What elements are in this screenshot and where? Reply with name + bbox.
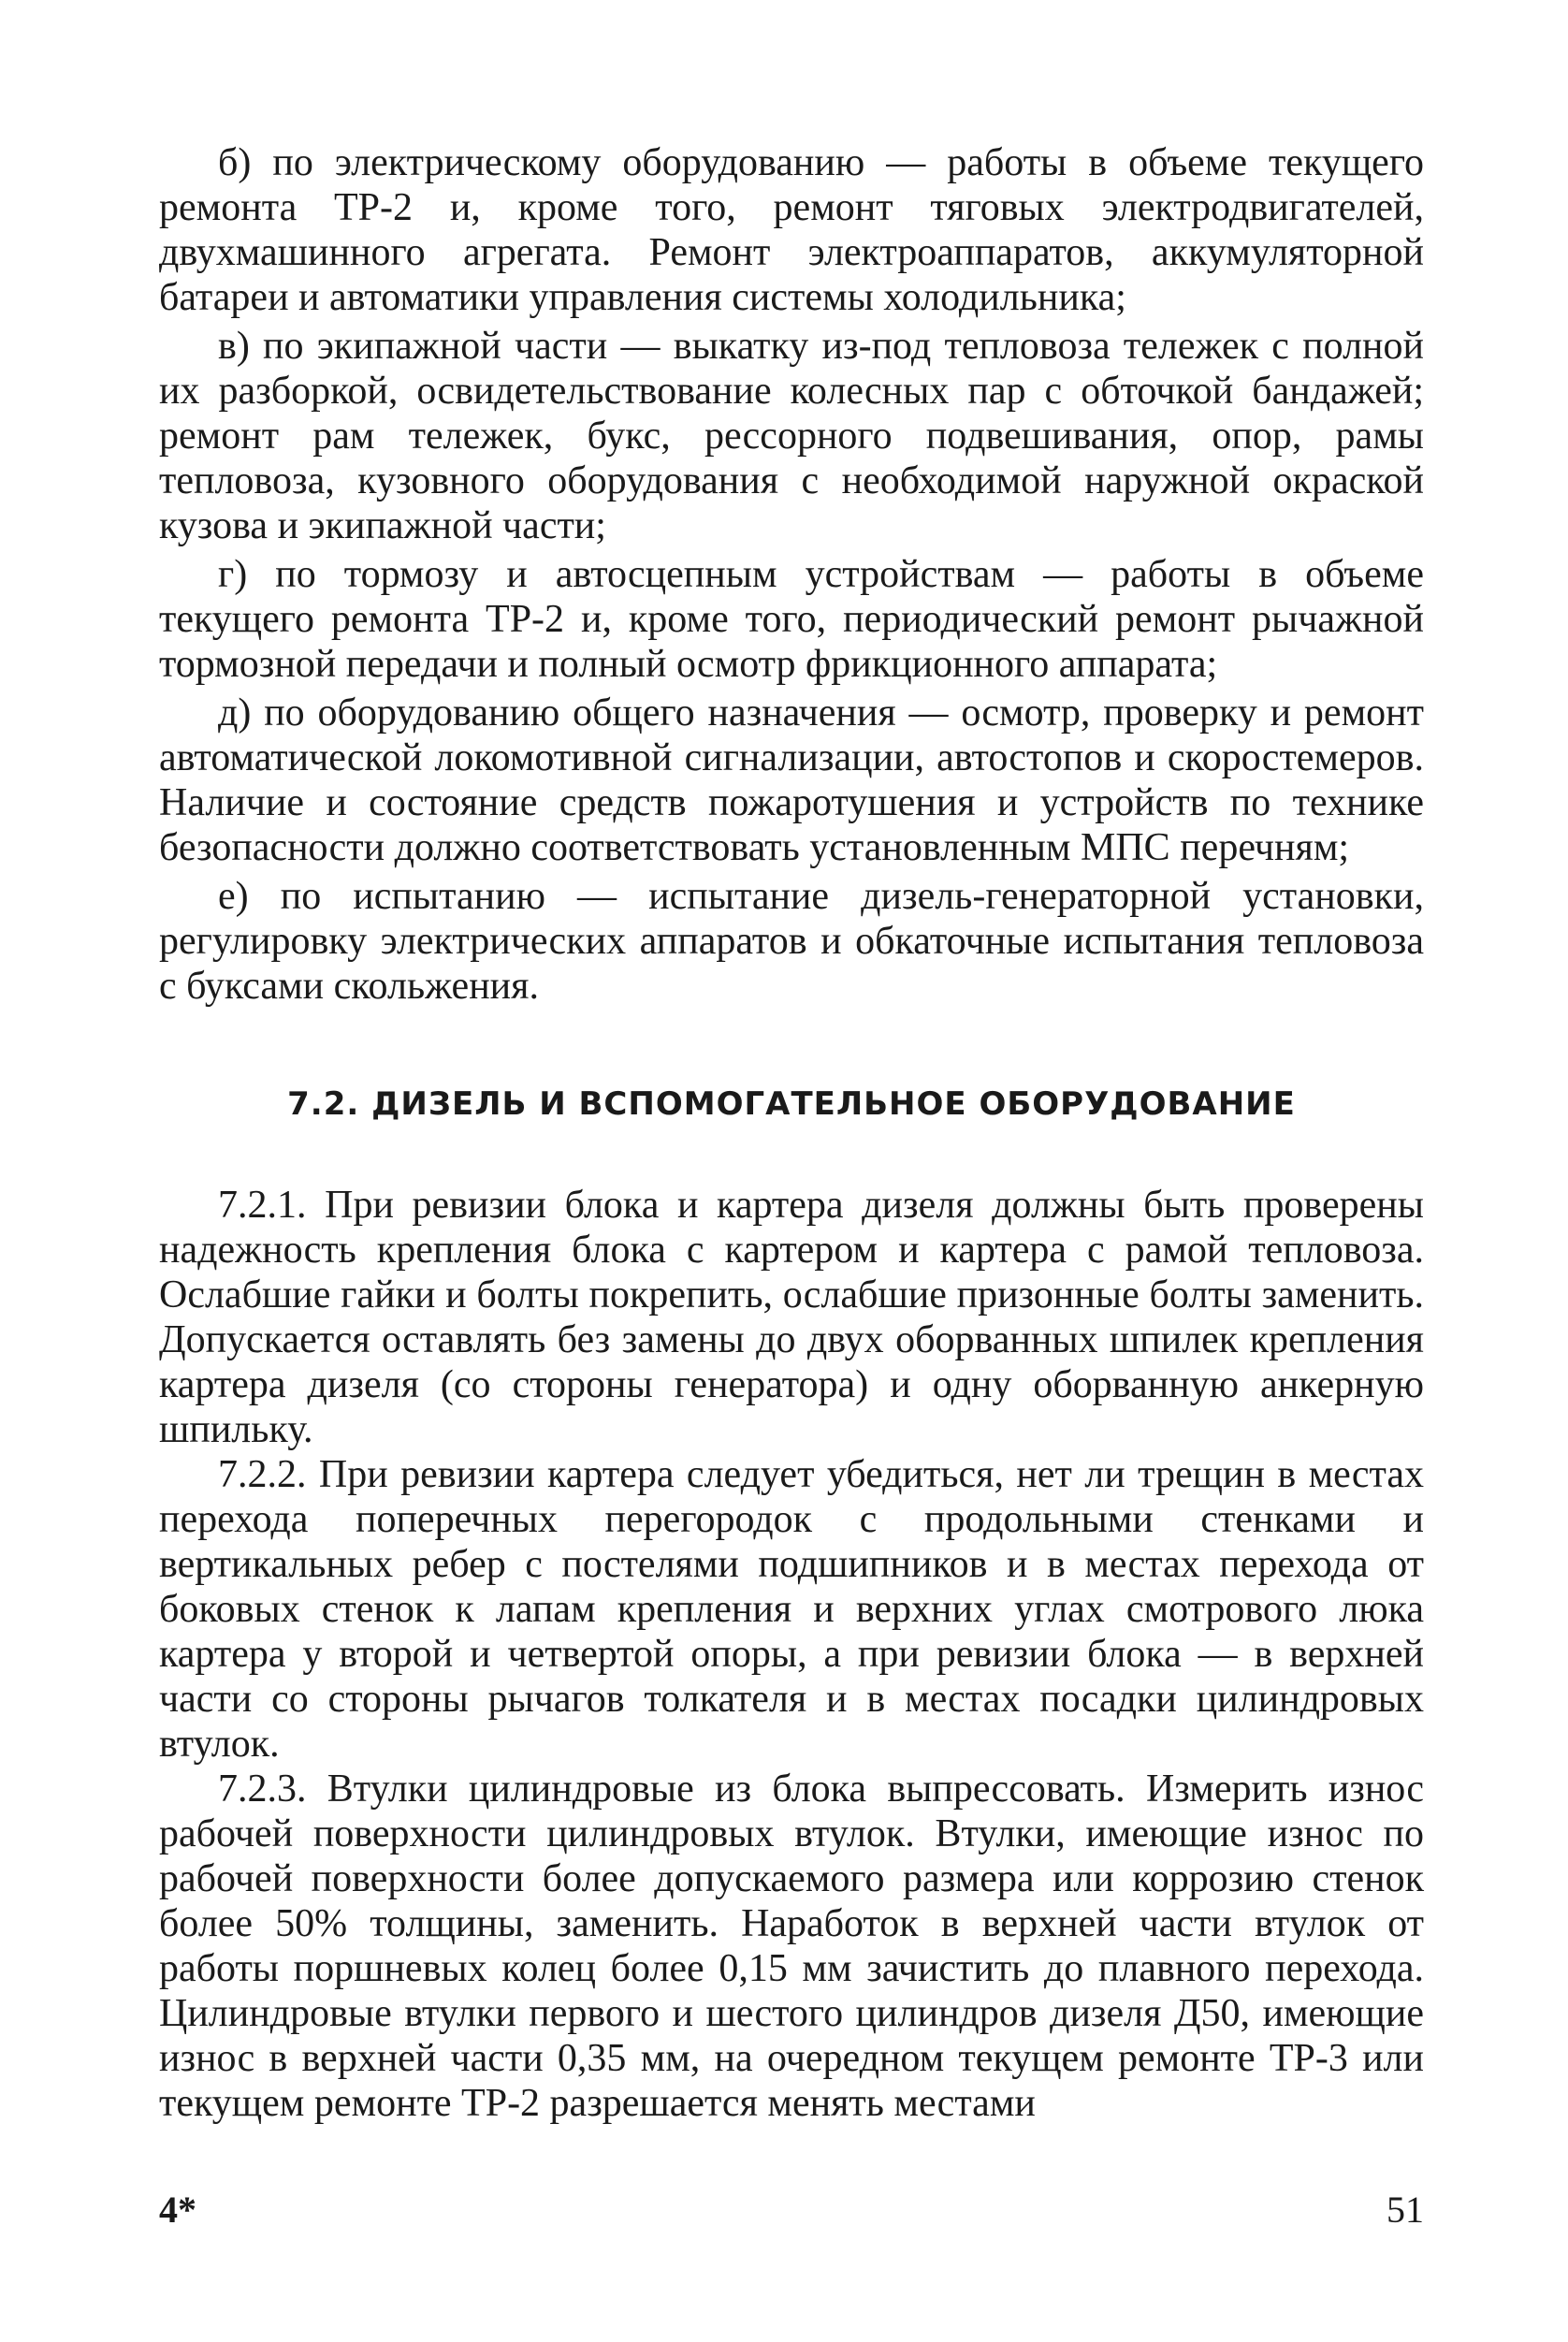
- signature-mark: 4*: [159, 2189, 196, 2231]
- page-footer: [159, 2188, 1424, 2233]
- paragraph-7-2-1: 7.2.1. При ревизии блока и картера дизеля должны быть проверены надежность крепления блока с картером и картера с рамой тепловоза. Ослабшие гайки и болты покрепить, ослабшие призонные болты заменить. Допускается оставлять без замены до двух оборванных шпилек крепления картера дизеля (со стороны генератора) и одну оборванную анкерную шпильку.: [159, 1184, 1424, 1451]
- paragraph-7-2-3: 7.2.3. Втулки цилиндровые из блока выпрессовать. Измерить износ рабочей поверхности цилиндровых втулок. Втулки, имеющие износ по рабочей поверхности более допускаемого размера или коррозию стенок более 50% толщины, заменить. Наработок в верхней части втулок от работы поршневых колец более 0,15 мм зачистить до плавного перехода. Цилиндровые втулки первого и шестого цилиндров дизеля Д50, имеющие износ в верхней части 0,35 мм, на очередном текущем ремонте ТР-3 или текущем ремонте ТР-2 разрешается менять местами: [159, 1767, 1424, 2125]
- paragraph-d-general-equipment: д) по оборудованию общего назначения — осмотр, проверку и ремонт автоматической локомотивной сигнализации, автостопов и скоростемеров. Наличие и состояние средств пожаротушения и устройств по технике безопасности должно соответствовать установленным МПС перечням;: [159, 691, 1424, 869]
- page-number: 51: [1387, 2189, 1424, 2231]
- paragraph-7-2-2: 7.2.2. При ревизии картера следует убедиться, нет ли трещин в местах перехода поперечных перегородок с продольными стенками и вертикальных ребер с постелями подшипников и в местах перехода от боковых стенок к лапам крепления и верхних углах смотрового люка картера у второй и четвертой опоры, а при ревизии блока — в верхней части со стороны рычагов толкателя и в местах посадки цилиндровых втулок.: [159, 1453, 1424, 1766]
- paragraph-e-testing: е) по испытанию — испытание дизель-генераторной установки, регулировку электрических аппаратов и обкаточные испытания тепловоза с буксами скольжения.: [159, 875, 1424, 1008]
- paragraph-g-brakes: г) по тормозу и автосцепным устройствам — работы в объеме текущего ремонта ТР-2 и, кроме того, периодический ремонт рычажной тормозной передачи и полный осмотр фрикционного аппарата;: [159, 553, 1424, 686]
- page-body: [159, 140, 1424, 2126]
- paragraph-v-running-gear: в) по экипажной части — выкатку из-под тепловоза тележек с полной их разборкой, освидетельствование колесных пар с обточкой бандажей; ремонт рам тележек, букс, рессорного подвешивания, опор, рамы тепловоза, кузовного оборудования с необходимой наружной окраской кузова и экипажной части;: [159, 325, 1424, 547]
- paragraph-b-electrical: б) по электрическому оборудованию — работы в объеме текущего ремонта ТР-2 и, кроме того, ремонт тяговых электродвигателей, двухмашинного агрегата. Ремонт электроаппаратов, аккумуляторной батареи и автоматики управления системы холодильника;: [159, 141, 1424, 319]
- section-heading: 7.2. ДИЗЕЛЬ И ВСПОМОГАТЕЛЬНОЕ ОБОРУДОВАНИЕ: [287, 1085, 1296, 1123]
